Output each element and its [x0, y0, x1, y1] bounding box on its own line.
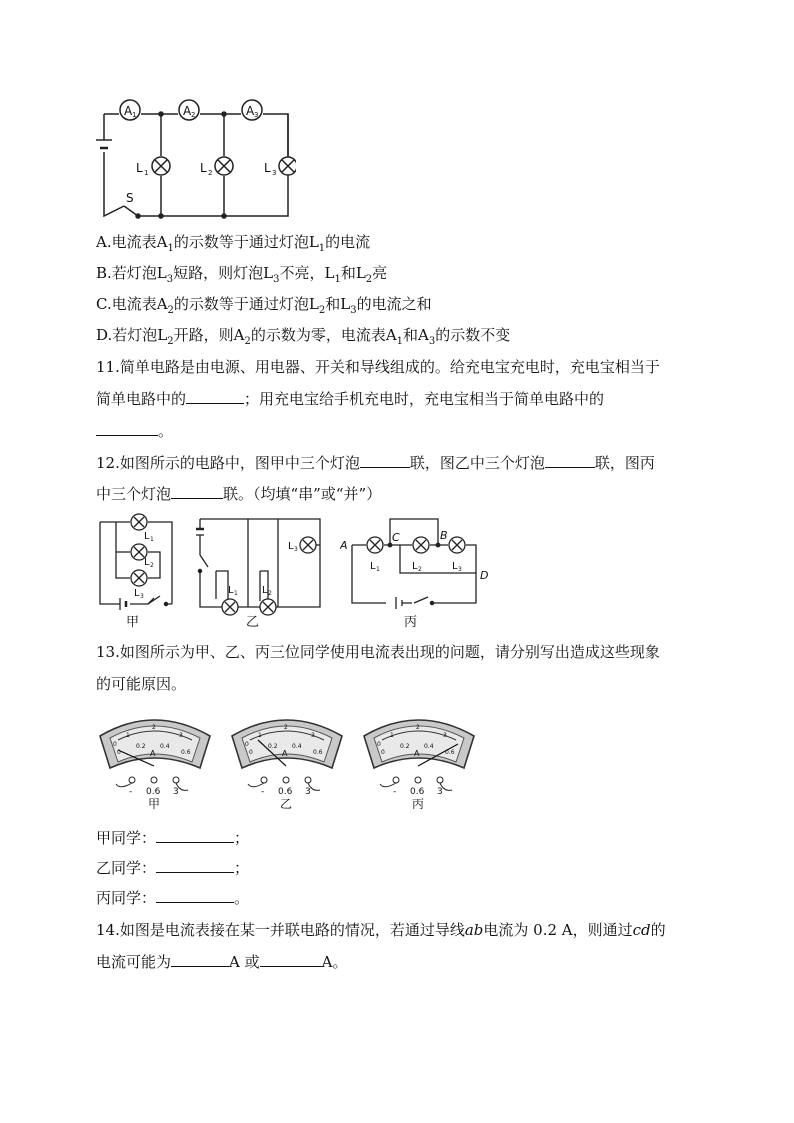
lamp-l1 — [152, 157, 170, 175]
q12-line2: 中三个灯泡 联。（均填“串”或“并”） — [96, 485, 382, 503]
svg-text:0: 0 — [249, 749, 253, 756]
svg-text:2: 2 — [208, 169, 213, 177]
svg-text:-: - — [393, 787, 397, 797]
svg-text:3: 3 — [294, 546, 298, 553]
svg-text:L: L — [370, 561, 376, 572]
ammeter-bing — [360, 710, 478, 810]
option-b: B.若灯泡$L_3$短路，则灯泡$L_3$不亮，$L_1$和$L_2$亮 — [96, 264, 388, 285]
circuit-diagram-q10 — [96, 96, 296, 221]
svg-text:0.6: 0.6 — [146, 787, 161, 797]
circuit-diagram-jia — [96, 512, 181, 630]
svg-text:3: 3 — [305, 787, 311, 797]
answer-blank[interactable] — [96, 421, 158, 436]
option-a: A.电流表$A_1$的示数等于通过灯泡$L_1$的电流 — [96, 233, 371, 254]
lamp-l3 — [279, 157, 296, 175]
svg-text:L: L — [134, 588, 140, 599]
answer-blank[interactable] — [171, 952, 229, 967]
svg-text:L: L — [136, 161, 143, 175]
svg-text:3: 3 — [443, 732, 447, 739]
svg-text:A: A — [150, 749, 156, 758]
svg-text:A: A — [124, 104, 133, 118]
option-c: C.电流表$A_2$的示数等于通过灯泡$L_2$和$L_3$的电流之和 — [96, 295, 432, 316]
svg-text:A: A — [340, 539, 348, 552]
answer-blank[interactable] — [360, 453, 410, 468]
answer-jia: 甲同学： ； — [96, 829, 250, 847]
svg-text:0.6: 0.6 — [313, 749, 323, 756]
svg-text:L: L — [452, 561, 458, 572]
svg-text:L: L — [288, 541, 294, 552]
svg-text:2: 2 — [191, 111, 196, 119]
svg-text:2: 2 — [418, 566, 422, 573]
svg-text:0.6: 0.6 — [278, 787, 293, 797]
svg-text:L: L — [228, 585, 234, 596]
svg-text:L: L — [412, 561, 418, 572]
svg-text:L: L — [262, 585, 268, 596]
svg-text:3: 3 — [179, 732, 183, 739]
svg-text:C: C — [392, 531, 400, 544]
svg-text:0.4: 0.4 — [424, 743, 434, 750]
svg-text:0.4: 0.4 — [292, 743, 302, 750]
svg-text:甲: 甲 — [148, 797, 161, 810]
q11-line3: 。 — [96, 421, 173, 441]
svg-text:0.6: 0.6 — [445, 749, 455, 756]
svg-text:3: 3 — [311, 732, 315, 739]
svg-text:2: 2 — [150, 562, 154, 569]
svg-text:3: 3 — [437, 787, 443, 797]
ammeter-jia — [96, 710, 214, 810]
answer-blank[interactable] — [156, 828, 234, 843]
q12-line1: 12.如图所示的电路中，图甲中三个灯泡 联，图乙中三个灯泡 联，图丙 — [96, 454, 655, 472]
svg-text:3: 3 — [272, 169, 277, 177]
svg-text:0: 0 — [113, 741, 117, 748]
svg-text:1: 1 — [390, 732, 394, 739]
svg-text:L: L — [200, 161, 207, 175]
q13-line2: 的可能原因。 — [96, 675, 187, 693]
svg-text:2: 2 — [152, 724, 156, 731]
q13-line1: 13.如图所示为甲、乙、丙三位同学使用电流表出现的问题，请分别写出造成这些现象 — [96, 643, 660, 661]
answer-yi: 乙同学： ； — [96, 859, 250, 877]
svg-text:1: 1 — [376, 566, 380, 573]
answer-bing: 丙同学： 。 — [96, 889, 250, 907]
svg-text:0.6: 0.6 — [181, 749, 191, 756]
svg-text:3: 3 — [173, 787, 179, 797]
svg-text:0.2: 0.2 — [400, 743, 410, 750]
circuit-diagram-bing — [340, 515, 500, 630]
answer-blank[interactable] — [260, 952, 322, 967]
svg-text:0.4: 0.4 — [160, 743, 170, 750]
answer-blank[interactable] — [545, 453, 595, 468]
q14-line2: 电流可能为 A 或 A。 — [96, 953, 348, 971]
svg-text:D: D — [480, 569, 489, 582]
svg-text:L: L — [144, 557, 150, 568]
svg-text:1: 1 — [150, 536, 154, 543]
q11-line1: 11.简单电路是由电源、用电器、开关和导线组成的。给充电宝充电时，充电宝相当于 — [96, 358, 660, 376]
svg-text:0: 0 — [245, 741, 249, 748]
svg-text:乙: 乙 — [280, 797, 293, 810]
svg-text:A: A — [246, 104, 255, 118]
svg-text:1: 1 — [144, 169, 149, 177]
svg-text:丙: 丙 — [412, 797, 425, 810]
svg-text:1: 1 — [126, 732, 130, 739]
svg-text:0: 0 — [381, 749, 385, 756]
svg-text:乙: 乙 — [246, 615, 260, 630]
answer-blank[interactable] — [171, 484, 223, 499]
svg-text:0: 0 — [377, 741, 381, 748]
svg-text:A: A — [282, 749, 288, 758]
ammeter-yi — [228, 710, 346, 810]
svg-text:0: 0 — [117, 749, 121, 756]
svg-text:3: 3 — [458, 566, 462, 573]
option-d: D.若灯泡$L_2$开路，则$A_2$的示数为零，电流表$A_1$和$A_3$的示数不变 — [96, 326, 511, 347]
svg-text:A: A — [183, 104, 192, 118]
svg-text:2: 2 — [284, 724, 288, 731]
svg-text:3: 3 — [140, 593, 144, 600]
svg-text:0.6: 0.6 — [410, 787, 425, 797]
svg-text:B: B — [440, 529, 448, 542]
svg-text:S: S — [126, 191, 134, 205]
answer-blank[interactable] — [186, 389, 244, 404]
svg-text:丙: 丙 — [404, 615, 418, 630]
svg-text:0.2: 0.2 — [136, 743, 146, 750]
svg-text:-: - — [129, 787, 133, 797]
svg-text:A: A — [414, 749, 420, 758]
svg-text:2: 2 — [268, 590, 272, 597]
svg-text:-: - — [261, 787, 265, 797]
answer-blank[interactable] — [156, 888, 234, 903]
svg-text:3: 3 — [254, 111, 259, 119]
circuit-diagram-yi — [196, 515, 326, 630]
svg-text:L: L — [144, 531, 150, 542]
svg-text:1: 1 — [258, 732, 262, 739]
answer-blank[interactable] — [156, 858, 234, 873]
svg-text:甲: 甲 — [126, 615, 140, 630]
svg-text:2: 2 — [416, 724, 420, 731]
svg-text:0.2: 0.2 — [268, 743, 278, 750]
svg-text:L: L — [264, 161, 271, 175]
lamp-l2 — [215, 157, 233, 175]
svg-text:1: 1 — [132, 111, 137, 119]
q11-line2: 简单电路中的 ；用充电宝给手机充电时，充电宝相当于简单电路中的 — [96, 390, 605, 408]
svg-text:1: 1 — [234, 590, 238, 597]
q14-line1: 14.如图是电流表接在某一并联电路的情况，若通过导线ab电流为 0.2 A，则通过cd的 — [96, 921, 666, 939]
